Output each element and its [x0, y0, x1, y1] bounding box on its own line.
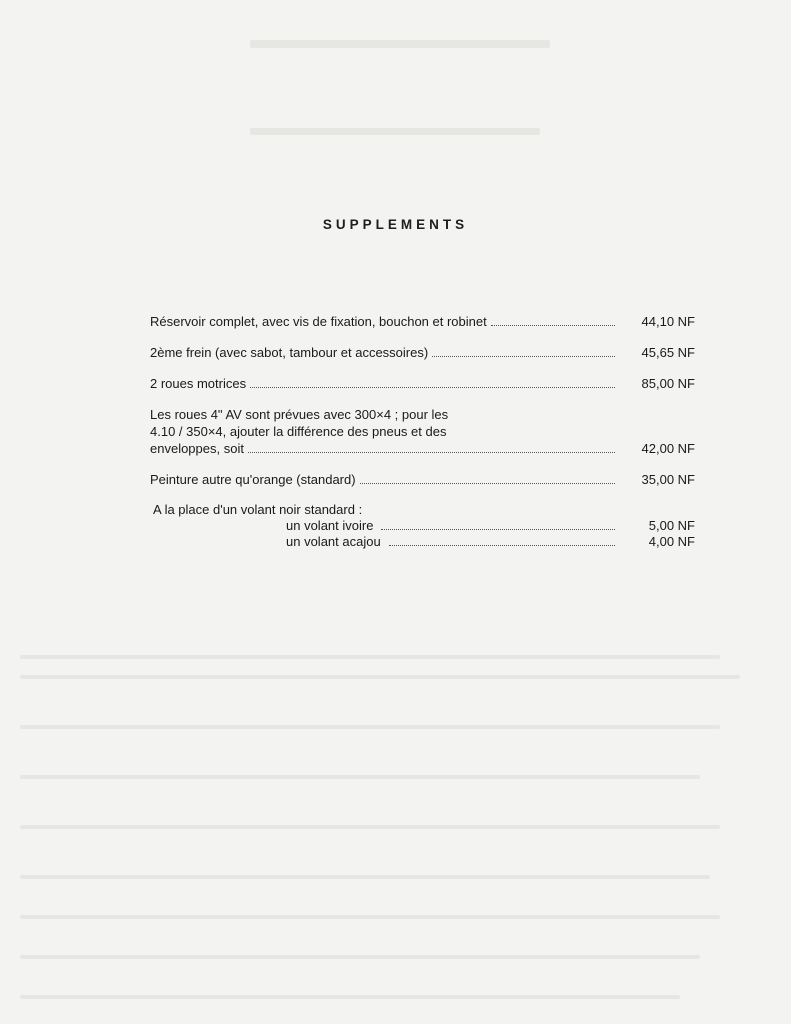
page-title: SUPPLEMENTS: [322, 217, 469, 232]
item-last-line: [150, 440, 695, 457]
item-label: Peinture autre qu'orange (standard): [150, 472, 356, 487]
item-description: [150, 406, 695, 440]
bleed-through-mark: [20, 655, 720, 659]
bleed-through-mark: [20, 825, 720, 829]
item-label-line: enveloppes, soit: [150, 441, 244, 456]
bleed-through-mark: [250, 40, 550, 48]
bleed-through-mark: [20, 995, 680, 999]
list-item: [150, 534, 695, 550]
bleed-through-mark: [20, 725, 720, 729]
list-item: [150, 375, 695, 392]
option-label: un volant acajou: [286, 534, 381, 549]
option-price: 5,00 NF: [648, 518, 695, 533]
dotted-leader: [389, 544, 615, 546]
item-label-line: 4.10 / 350×4, ajouter la différence des pneus et des: [150, 424, 447, 439]
steering-wheel-heading: A la place d'un volant noir standard :: [153, 502, 363, 517]
list-item: [150, 471, 695, 488]
bleed-through-mark: [20, 955, 700, 959]
item-label: 2 roues motrices: [150, 376, 247, 391]
list-item: [150, 406, 695, 457]
supplements-list: [150, 313, 695, 550]
list-item: [150, 313, 695, 330]
list-item: [150, 344, 695, 361]
dotted-leader: [248, 451, 615, 453]
item-price: 85,00 NF: [641, 376, 695, 391]
item-price: 45,65 NF: [641, 345, 695, 360]
item-label: Réservoir complet, avec vis de fixation, bouchon et robinet: [150, 314, 487, 329]
option-price: 4,00 NF: [648, 534, 695, 549]
bleed-through-mark: [20, 675, 740, 679]
dotted-leader: [381, 528, 615, 530]
dotted-leader: [432, 355, 615, 357]
dotted-leader: [491, 324, 615, 326]
item-price: 42,00 NF: [641, 441, 695, 456]
dotted-leader: [250, 386, 615, 388]
option-label: un volant ivoire: [286, 518, 374, 533]
item-label: 2ème frein (avec sabot, tambour et accessoires): [150, 345, 429, 360]
steering-wheel-options: [150, 502, 695, 550]
item-price: 44,10 NF: [641, 314, 695, 329]
list-item: [150, 518, 695, 534]
item-label-line: Les roues 4" AV sont prévues avec 300×4 ; pour les: [150, 407, 449, 422]
bleed-through-mark: [250, 128, 540, 135]
item-price: 35,00 NF: [641, 472, 695, 487]
bleed-through-mark: [20, 915, 720, 919]
bleed-through-mark: [20, 775, 700, 779]
dotted-leader: [360, 482, 615, 484]
bleed-through-mark: [20, 875, 710, 879]
